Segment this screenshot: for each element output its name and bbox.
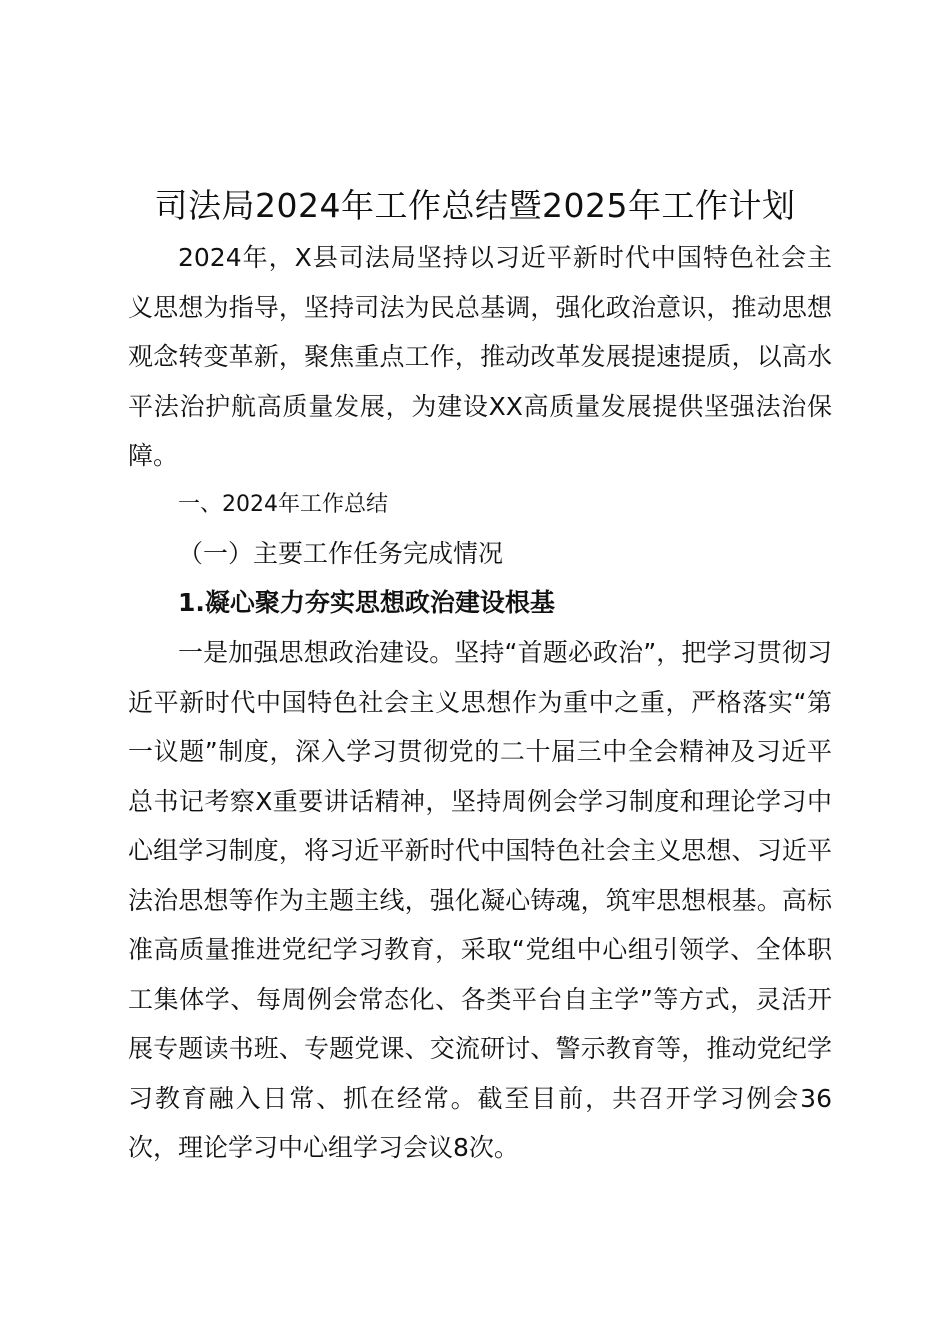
item-heading: 1.凝心聚力夯实思想政治建设根基	[178, 588, 555, 617]
item-paragraph: 一是加强思想政治建设。坚持“首题必政治”，把学习贯彻习近平新时代中国特色社会主义思想作为重中之重，严格落实“第一议题”制度，深入学习贯彻党的二十届三中全会精神及习近平总书记考察X重要讲话精神，坚持周例会学习制度和理论学习中心组学习制度，将习近平新时代中国特色社会主义思想、习近平法治思想等作为主题主线，强化凝心铸魂，筑牢思想根基。高标准高质量推进党纪学习教育，采取“党组中心组引领学、全体职工集体学、每周例会常态化、各类平台自主学”等方式，灵活开展专题读书班、专题党课、交流研讨、警示教育等，推动党纪学习教育融入日常、抓在经常。截至目前，共召开学习例会36次，理论学习中心组学习会议8次。	[128, 638, 832, 1162]
subsection-heading: （一）主要工作任务完成情况	[178, 539, 504, 568]
intro-paragraph: 2024年，X县司法局坚持以习近平新时代中国特色社会主义思想为指导，坚持司法为民总基调，强化政治意识，推动思想观念转变革新，聚焦重点工作，推动改革发展提速提质，以高水平法治护航高质量发展，为建设XX高质量发展提供坚强法治保障。	[128, 243, 832, 470]
document-title: 司法局2024年工作总结暨2025年工作计划	[154, 186, 796, 225]
section-heading: 一、2024年工作总结	[178, 492, 388, 517]
